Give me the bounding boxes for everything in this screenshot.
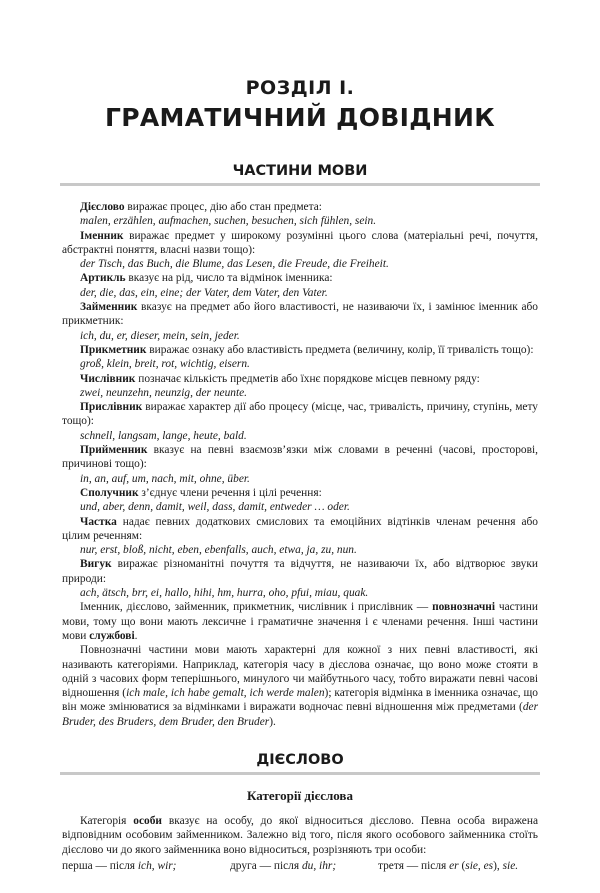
- text: виражає процес, дію або стан предмета:: [124, 201, 322, 213]
- text: Повнозначні частини мови мають характерні для кожної з них певні властивості, які називають категоріями. Наприклад, категорія часу в дієслова означає, що воно може стояти в одній з часових форм теперішнього, минулого чи майбутнього часу, тобто виражати певні часові відношення (: [62, 644, 538, 700]
- paragraph: [62, 557, 538, 586]
- paragraph: [62, 372, 538, 386]
- term: Сполучник: [80, 486, 139, 499]
- text: Іменник, дієслово, займенник, прикметник, числівник і прислівник —: [80, 601, 433, 614]
- example-line: [62, 329, 538, 343]
- paragraph: [62, 515, 538, 544]
- person-third: [378, 859, 538, 873]
- example-text: und, aber, denn, damit, weil, dass, damit, entweder … oder.: [80, 501, 350, 514]
- text: ); категорія відмінка в іменника означає, що він може змінюватися за відмінками і виражати водночас певні відношення між предметами (: [62, 687, 538, 714]
- text: виражає різноманітні почуття та відчуття, не називаючи їх, або відтворює звуки природи:: [62, 558, 538, 585]
- example-text: ach, ätsch, brr, ei, hallo, hihi, hm, hurra, oho, pfui, miau, quak.: [80, 587, 369, 600]
- section-body-verb: [62, 814, 538, 857]
- example-line: [62, 357, 538, 371]
- example-line: [62, 286, 538, 300]
- chapter-label: РОЗДІЛ І.: [245, 77, 355, 99]
- example-text: der, die, das, ein, eine; der Vater, dem Vater, den Vater.: [80, 286, 328, 299]
- example-line: [62, 386, 538, 400]
- text: ).: [269, 715, 276, 728]
- paragraph: [62, 300, 538, 329]
- section-heading-parts-of-speech: ЧАСТИНИ МОВИ: [60, 162, 540, 186]
- person-label: третя — після: [378, 859, 450, 872]
- paragraph: [62, 400, 538, 429]
- person-sep: (: [458, 859, 466, 872]
- person-forms: er: [449, 859, 459, 872]
- term: службові: [89, 629, 135, 642]
- example-text: in, an, auf, um, nach, mit, ohne, über.: [80, 472, 250, 485]
- term: Прислівник: [80, 401, 143, 414]
- example-line: [62, 257, 538, 271]
- text: вказує на особу, до якої відноситься дієслово. Певна особа виражена відповідним особовим займенником. Залежно від того, після якого особового займенника стоїть дієслово чи до якого займенника воно відноситься, розрізняють три особи:: [62, 814, 538, 856]
- term: Прикметник: [80, 343, 147, 356]
- text: виражає предмет у широкому розумінні цього слова (матеріальні речі, почуття, абстрактні поняття, власні назви тощо):: [62, 229, 538, 256]
- paragraph: [62, 643, 538, 729]
- example-line: [62, 586, 538, 600]
- example-line: [62, 500, 538, 514]
- person-forms: ich, wir;: [137, 859, 177, 872]
- example-text: ich, du, er, dieser, mein, sein, jeder.: [80, 329, 240, 342]
- paragraph: [62, 229, 538, 258]
- section-heading-verb: ДІЄСЛОВО: [60, 751, 540, 775]
- example-text: der Bruder, des Bruders, dem Bruder, den Bruder: [62, 701, 538, 728]
- term: Вигук: [80, 558, 112, 571]
- paragraph: [62, 814, 538, 857]
- person-label: друга — після: [230, 859, 302, 872]
- paragraph: [62, 271, 538, 285]
- example-text: nur, erst, bloß, nicht, eben, ebenfalls, auch, etwa, ja, zu, nun.: [80, 544, 357, 557]
- person-forms: sie.: [502, 859, 519, 872]
- text: надає певних додаткових смислових та емоційних відтінків членам речення або цілим реченням:: [62, 515, 538, 542]
- term: особи: [133, 814, 162, 827]
- person-label: перша — після: [62, 859, 138, 872]
- term: Іменник: [80, 229, 124, 242]
- example-line: [62, 543, 538, 557]
- term: Числівник: [80, 372, 136, 385]
- persons-row: [62, 859, 538, 873]
- person-first: [62, 859, 230, 873]
- example-line: [62, 214, 538, 228]
- term: Артикль: [80, 272, 126, 285]
- person-second: [230, 859, 378, 873]
- example-text: groß, klein, breit, rot, wichtig, eisern.: [80, 358, 250, 371]
- person-forms: du, ihr;: [301, 859, 337, 872]
- text: виражає характер дії або процесу (місце, час, тривалість, причину, ступінь, мету тощо):: [62, 401, 538, 428]
- term: Прийменник: [80, 444, 148, 457]
- text: .: [134, 629, 138, 642]
- person-forms: sie, es: [465, 859, 494, 872]
- subheading-verb-categories: Категорії дієслова: [247, 787, 353, 803]
- example-text: ich male, ich habe gemalt, ich werde malen: [126, 687, 325, 700]
- page-title: ГРАМАТИЧНИЙ ДОВІДНИК: [105, 103, 495, 132]
- section-body-parts-of-speech: [62, 200, 538, 729]
- example-text: zwei, neunzehn, neunzig, der neunte.: [80, 386, 248, 399]
- term: повнозначні: [432, 601, 495, 614]
- paragraph: [62, 343, 538, 357]
- text: частини мови, тому що вони мають лексичне і граматичне значення і є членами речення. Інші частини мови: [62, 601, 538, 642]
- person-sep: ),: [493, 859, 503, 872]
- text: з’єднує члени речення і цілі речення:: [138, 486, 322, 499]
- term: Займенник: [80, 301, 138, 314]
- paragraph: [62, 200, 538, 214]
- example-text: malen, erzählen, aufmachen, suchen, besuchen, sich fühlen, sein.: [80, 215, 377, 228]
- paragraph: [62, 486, 538, 500]
- term: Частка: [80, 515, 117, 528]
- text: вказує на предмет або його властивості, не називаючи їх, і замінює іменник або прикметник:: [62, 301, 538, 328]
- paragraph: [62, 600, 538, 643]
- text: виражає ознаку або властивість предмета (величину, колір, її тривалість тощо):: [146, 343, 534, 356]
- paragraph: [62, 443, 538, 472]
- text: вказує на певні взаємозв’язки між словами в реченні (часові, просторові, причинові тощо):: [62, 444, 538, 471]
- example-text: schnell, langsam, lange, heute, bald.: [80, 429, 247, 442]
- text: Категорія: [80, 814, 134, 827]
- term: Дієслово: [80, 201, 125, 213]
- example-line: [62, 429, 538, 443]
- example-text: der Tisch, das Buch, die Blume, das Lesen, die Freude, die Freiheit.: [80, 258, 389, 271]
- example-line: [62, 472, 538, 486]
- text: позначає кількість предметів або їхнє порядкове місцев певному ряду:: [135, 372, 480, 385]
- text: вказує на рід, число та відмінок іменника:: [125, 272, 333, 285]
